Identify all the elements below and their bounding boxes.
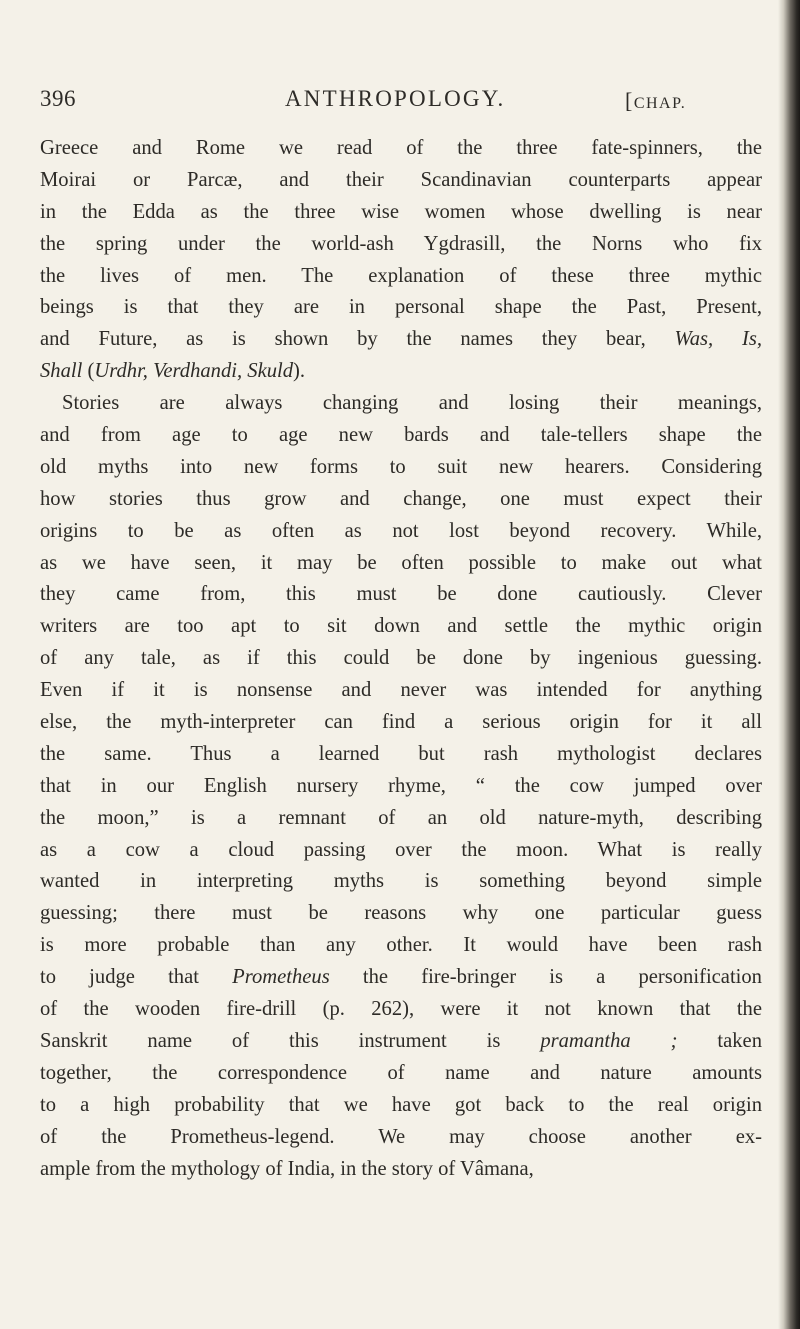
- text-run: the same. Thus a learned but rash mythologist declares: [40, 742, 762, 765]
- text-line: [40, 1122, 762, 1154]
- text-line: [40, 707, 762, 739]
- text-run: how stories thus grow and change, one must expect their: [40, 487, 762, 510]
- text-line: [40, 197, 762, 229]
- text-run: is more probable than any other. It would have been rash: [40, 934, 762, 957]
- text-line: [40, 229, 762, 261]
- text-line: [40, 579, 762, 611]
- text-run: of the Prometheus-legend. We may choose another ex-: [40, 1125, 762, 1148]
- text-line: [40, 484, 762, 516]
- text-line: [40, 165, 762, 197]
- text-line: [40, 1026, 762, 1058]
- text-run: of the wooden fire-drill (p. 262), were it not known that the: [40, 998, 762, 1021]
- text-line: [40, 739, 762, 771]
- text-run: Greece and Rome we read of the three fate-spinners, the: [40, 137, 762, 159]
- text-line: [40, 452, 762, 484]
- italic-text: Was, Is,: [674, 328, 762, 351]
- text-run: as we have seen, it may be often possible to make out what: [40, 551, 762, 574]
- chapter-label: CHAP.: [633, 95, 687, 112]
- text-run: origins to be as often as not lost beyond recovery. While,: [40, 519, 762, 542]
- text-run: to judge that: [40, 966, 233, 989]
- text-run: wanted in interpreting myths is something beyond simple: [40, 870, 762, 893]
- text-run: they came from, this must be done cautiously. Clever: [40, 583, 762, 606]
- text-run: ample from the mythology of India, in the story of Vâmana,: [40, 1157, 534, 1180]
- text-line: [40, 420, 762, 452]
- text-run: beings is that they are in personal shape the Past, Present,: [40, 296, 762, 319]
- text-run: the spring under the world-ash Ygdrasill, the Norns who fix: [40, 232, 762, 255]
- text-run: and from age to age new bards and tale-tellers shape the: [40, 424, 762, 447]
- running-head: ANTHROPOLOGY.: [285, 86, 506, 111]
- italic-text: Urdhr, Verdhandi, Skuld: [94, 360, 294, 383]
- text-line: [40, 898, 762, 930]
- text-run: old myths into new forms to suit new hearers. Considering: [40, 455, 762, 478]
- page-number: 396: [40, 86, 76, 111]
- text-line: [40, 771, 762, 803]
- text-run: else, the myth-interpreter can find a serious origin for it all: [40, 711, 762, 734]
- text-line: [40, 356, 762, 388]
- text-run: in the Edda as the three wise women whose dwelling is near: [40, 200, 762, 223]
- text-run: of any tale, as if this could be done by ingenious guessing.: [40, 647, 762, 670]
- text-line: [40, 803, 762, 835]
- text-line: [40, 675, 762, 707]
- text-line: [40, 292, 762, 324]
- text-line: [40, 516, 762, 548]
- italic-text: Shall: [40, 360, 83, 383]
- text-line: [40, 1090, 762, 1122]
- text-run: that in our English nursery rhyme, “ the cow jumped over: [40, 774, 762, 797]
- text-line: [40, 548, 762, 580]
- text-run: writers are too apt to sit down and settle the mythic origin: [40, 615, 762, 638]
- text-line: [40, 930, 762, 962]
- text-line: [40, 611, 762, 643]
- text-line: [40, 261, 762, 293]
- text-run: ).: [293, 360, 306, 383]
- text-run: Moirai or Parcæ, and their Scandinavian counterparts appear: [40, 168, 762, 191]
- italic-text: pramantha ;: [540, 1029, 678, 1052]
- text-run: Sanskrit name of this instrument is: [40, 1029, 541, 1052]
- italic-text: Prometheus: [232, 966, 330, 989]
- text-line: [40, 1154, 762, 1186]
- text-run: to a high probability that we have got back to the real origin: [40, 1093, 762, 1116]
- page-header: [40, 86, 762, 120]
- text-line: [40, 1058, 762, 1090]
- text-run: Stories are always changing and losing their meanings,: [62, 392, 762, 415]
- page-binding-edge: [778, 0, 800, 1329]
- text-line: [40, 835, 762, 867]
- text-run: the lives of men. The explanation of these three mythic: [40, 264, 762, 287]
- text-run: the fire-bringer is a personification: [329, 966, 762, 989]
- text-line: [40, 994, 762, 1026]
- text-run: together, the correspondence of name and nature amounts: [40, 1061, 762, 1084]
- text-line: [40, 866, 762, 898]
- body-text: [40, 133, 762, 1185]
- text-run: guessing; there must be reasons why one particular guess: [40, 902, 762, 925]
- text-line: [40, 133, 762, 165]
- text-run: as a cow a cloud passing over the moon. What is really: [40, 838, 762, 861]
- text-run: (: [82, 360, 95, 383]
- text-run: the moon,” is a remnant of an old nature-myth, describing: [40, 806, 762, 829]
- chapter-mark: [625, 88, 686, 114]
- text-line: [40, 643, 762, 675]
- text-line: [40, 388, 762, 420]
- text-run: Even if it is nonsense and never was intended for anything: [40, 679, 762, 702]
- chapter-bracket: [: [625, 88, 634, 113]
- text-line: [40, 324, 762, 356]
- text-run: and Future, as is shown by the names they bear,: [40, 328, 675, 351]
- text-line: [40, 962, 762, 994]
- text-run: taken: [677, 1029, 762, 1052]
